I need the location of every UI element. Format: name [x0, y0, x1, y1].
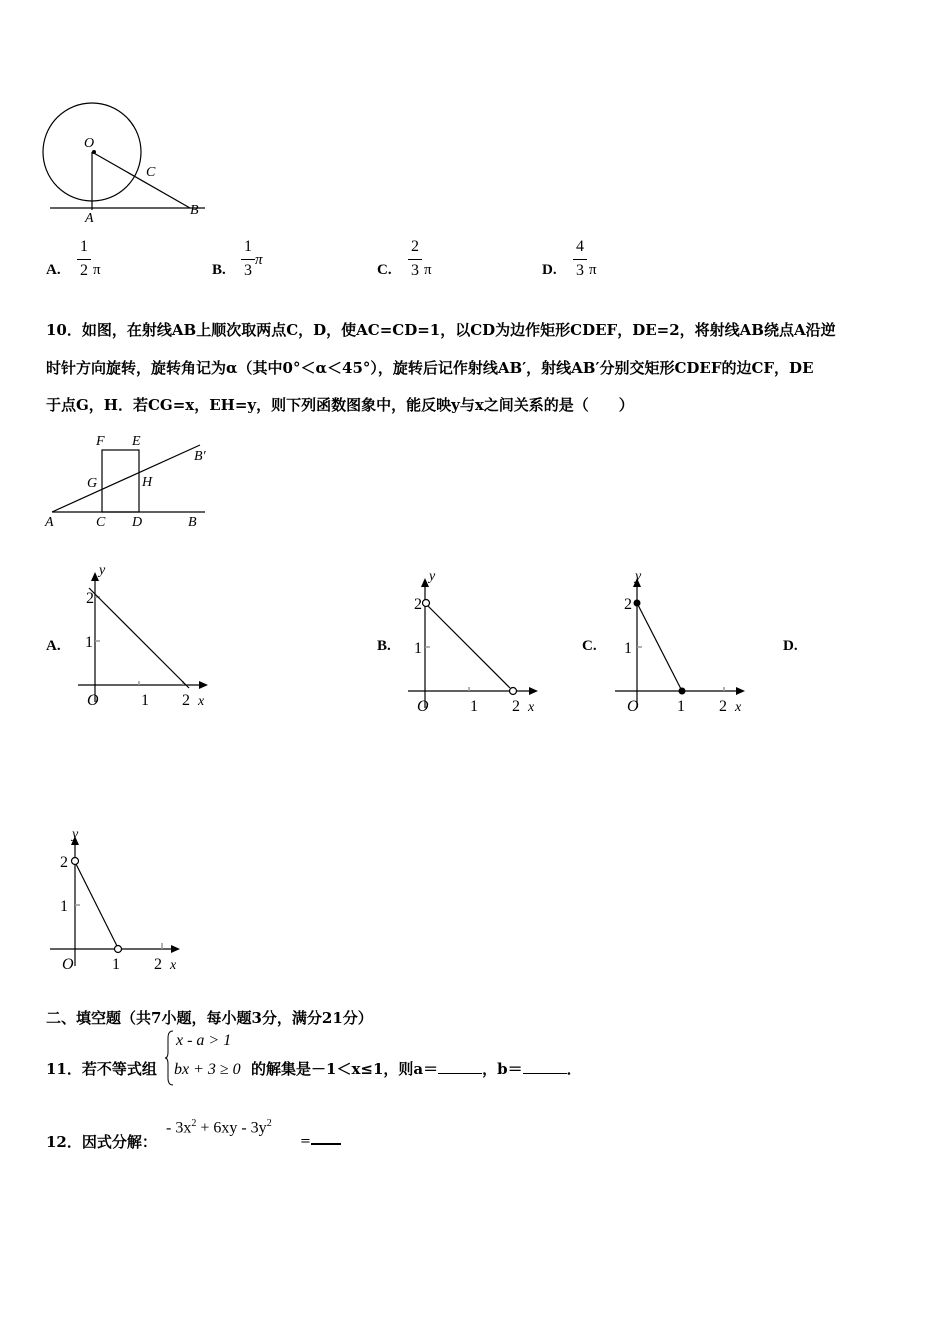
label-a: A [85, 211, 94, 225]
q11-ineq-2: bx + 3 ≥ 0 [174, 1061, 241, 1078]
label-x2: 2 [182, 692, 190, 709]
q12-equals: = [300, 1134, 311, 1149]
label-x: x [170, 958, 177, 973]
q11-ineq-1: x - a > 1 [176, 1032, 232, 1049]
graph-line [76, 864, 117, 946]
label-x: x [528, 700, 535, 715]
label-o: O [84, 136, 95, 151]
label-x1: 1 [470, 698, 478, 715]
graph-option-c [607, 568, 752, 718]
q12-prefix: 12．因式分解： [46, 1133, 157, 1151]
label-y: y [72, 827, 79, 842]
ray-ab-prime [52, 445, 200, 512]
q10-text-line2: 时针方向旋转，旋转角记为α（其中0°＜α＜45°），旋转后记作射线AB′，射线AB′分别交矩形CDEF的边CF，DE [46, 359, 814, 377]
label-x: x [198, 694, 205, 709]
label-2: 2 [414, 596, 422, 613]
q11-answer-a-blank[interactable] [438, 1073, 482, 1074]
x-axis-arrow [529, 687, 538, 695]
x-axis-arrow [171, 945, 180, 953]
x-axis-arrow [199, 681, 208, 689]
q11-end: ． [566, 1060, 582, 1078]
label-b: B [190, 203, 199, 218]
label-1: 1 [414, 640, 422, 657]
label-2: 2 [86, 590, 94, 607]
q12-answer-blank[interactable] [311, 1143, 341, 1145]
x-axis-arrow [736, 687, 745, 695]
q10-text-line1: 10．如图，在射线AB上顺次取两点C，D，使AC=CD=1，以CD为边作矩形CDEF，DE=2，将射线AB绕点A沿逆 [46, 321, 836, 339]
q12-sup-2: 2 [266, 1118, 272, 1129]
left-brace-icon [164, 1030, 174, 1086]
label-y: y [635, 569, 642, 584]
graph-line [428, 606, 510, 688]
y-axis-arrow [421, 578, 429, 587]
rectangle-ray-figure [40, 428, 220, 533]
label-origin: O [627, 698, 639, 715]
label-b-prime: B′ [194, 449, 206, 464]
open-point-x1 [115, 946, 122, 953]
label-c: C [146, 165, 156, 180]
label-y: y [429, 569, 436, 584]
label-1: 1 [60, 898, 68, 915]
label-g: G [87, 476, 98, 491]
label-x2: 2 [154, 956, 162, 973]
label-x2: 2 [719, 698, 727, 715]
q10-option-b-letter[interactable]: B. [377, 638, 391, 654]
open-point-y2 [423, 600, 430, 607]
section-2-title: 二、填空题（共7小题，每小题3分，满分21分） [46, 1009, 373, 1027]
circle-tangent-figure [40, 100, 210, 225]
q10-text-line3: 于点G，H．若CG=x，EH=y，则下列函数图象中，能反映y与x之间关系的是（ ） [46, 396, 634, 414]
q12-sup-1: 2 [191, 1118, 197, 1129]
label-e: E [132, 434, 141, 449]
label-x: x [735, 700, 742, 715]
q9-options: A. 1 2 π B. 1 3 π C. 2 3 π D. 4 3 π [46, 238, 597, 279]
y-axis-arrow [91, 572, 99, 581]
label-f: F [96, 434, 105, 449]
q10-option-d-letter[interactable]: D. [783, 638, 798, 654]
q10-option-c-letter[interactable]: C. [582, 638, 597, 654]
q9-option-a-letter[interactable]: A. [46, 262, 61, 278]
segment-ob [92, 152, 190, 208]
label-origin: O [62, 956, 74, 973]
q11-statement [251, 1058, 582, 1079]
label-1: 1 [85, 634, 93, 651]
q9-option-d-letter[interactable]: D. [542, 262, 557, 278]
label-a: A [45, 515, 54, 530]
q9-option-b-letter[interactable]: B. [212, 262, 226, 278]
graph-option-b [400, 568, 545, 718]
label-origin: O [417, 698, 429, 715]
label-1: 1 [624, 640, 632, 657]
q11-answer-b-blank[interactable] [523, 1073, 567, 1074]
label-y: y [99, 563, 106, 578]
q12-answer [300, 1131, 341, 1149]
q11-inequality-system [164, 1030, 254, 1086]
filled-point-y2 [634, 600, 641, 607]
label-x2: 2 [512, 698, 520, 715]
q12-expr-part1: - 3x [166, 1119, 192, 1137]
q10-option-a-letter[interactable]: A. [46, 638, 61, 654]
label-d: D [132, 515, 143, 530]
label-2: 2 [624, 596, 632, 613]
q12-expression [166, 1118, 272, 1137]
graph-option-d [42, 826, 187, 976]
q11-prefix: 11．若不等式组 [46, 1060, 157, 1078]
q11-comma-b: ，b＝ [482, 1060, 523, 1078]
filled-point-x1 [679, 688, 686, 695]
graph-option-a [70, 562, 215, 712]
label-c: C [96, 515, 106, 530]
open-point-x2 [510, 688, 517, 695]
q9-option-c-letter[interactable]: C. [377, 262, 392, 278]
label-x1: 1 [141, 692, 149, 709]
graph-line [637, 603, 682, 691]
open-point-y2 [72, 858, 79, 865]
label-h: H [142, 475, 153, 490]
q12-expr-part2: + 6xy - 3y [196, 1119, 267, 1137]
graph-line [89, 588, 189, 688]
label-2: 2 [60, 854, 68, 871]
label-x1: 1 [112, 956, 120, 973]
label-x1: 1 [677, 698, 685, 715]
label-origin: O [87, 692, 99, 709]
q11-suffix: 的解集是－1＜x≤1，则a＝ [251, 1060, 439, 1078]
label-b: B [188, 515, 197, 530]
